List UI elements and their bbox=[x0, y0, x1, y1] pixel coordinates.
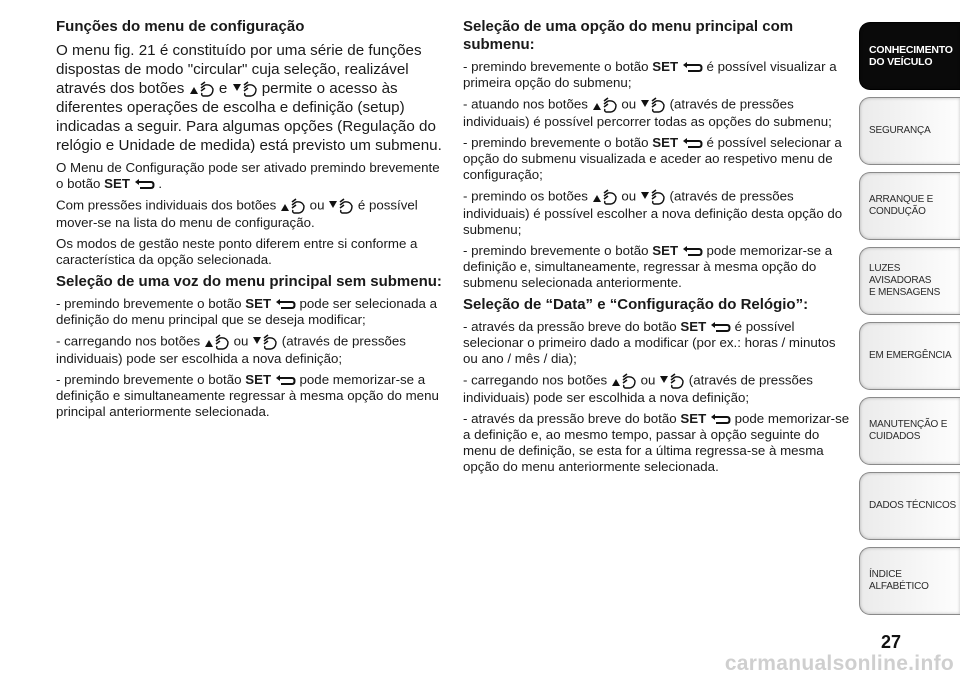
tab-arranque-e-conducao[interactable]: ARRANQUE E CONDUÇÃO bbox=[859, 172, 960, 240]
modes-paragraph: Os modos de gestão neste ponto diferem entre si conforme a característica da opção selecionada. bbox=[56, 236, 418, 267]
tab-indice-alfabetico[interactable]: ÍNDICE ALFABÉTICO bbox=[859, 547, 960, 615]
down-button-icon bbox=[328, 197, 354, 215]
left-column bbox=[56, 18, 442, 425]
down-button-icon bbox=[640, 188, 666, 206]
set-label: SET bbox=[104, 176, 130, 191]
down-button-icon bbox=[640, 96, 666, 114]
up-button-icon bbox=[189, 80, 215, 98]
watermark: carmanualsonline.info bbox=[724, 652, 954, 675]
step-paragraph: - premindo brevemente o botão SET pode ser selecionada a definição do menu principal que se deseja modificar; bbox=[56, 296, 438, 327]
down-button-icon bbox=[252, 333, 278, 351]
set-arrow-icon bbox=[134, 178, 155, 190]
set-label: SET bbox=[652, 135, 679, 150]
tab-manutencao-e-cuidados[interactable]: MANUTENÇÃO E CUIDADOS bbox=[859, 397, 960, 465]
set-arrow-icon bbox=[682, 61, 703, 73]
set-arrow-icon bbox=[275, 374, 296, 386]
step-paragraph: - atuando nos botões ou (através de pressões individuais) é possível percorrer todas as opções do submenu; bbox=[463, 96, 832, 129]
right-column bbox=[463, 18, 851, 480]
navigation-paragraph: Com pressões individuais dos botões ou é possível mover-se na lista do menu de configuração. bbox=[56, 197, 418, 230]
tab-seguranca[interactable]: SEGURANÇA bbox=[859, 97, 960, 165]
set-arrow-icon bbox=[275, 298, 296, 310]
set-label: SET bbox=[680, 319, 707, 334]
step-paragraph: - através da pressão breve do botão SET é possível selecionar o primeiro dado a modificar (por ex.: horas / minutos ou ano / mês / dia); bbox=[463, 319, 836, 366]
set-label: SET bbox=[652, 243, 679, 258]
step-paragraph: - premindo brevemente o botão SET pode memorizar-se a definição e, simultaneamente, regressar à mesma opção do submenu selecionada anteriormente. bbox=[463, 243, 833, 290]
set-arrow-icon bbox=[682, 245, 703, 257]
section-heading: Seleção de uma opção do menu principal com submenu: bbox=[463, 18, 794, 53]
step-paragraph: - premindo brevemente o botão SET pode memorizar-se a definição e simultaneamente regressar à mesma opção do menu principal anteriormente selecionada. bbox=[56, 372, 439, 419]
up-button-icon bbox=[280, 197, 306, 215]
up-button-icon bbox=[611, 372, 637, 390]
set-label: SET bbox=[245, 296, 272, 311]
set-arrow-icon bbox=[710, 321, 731, 333]
activation-paragraph: O Menu de Configuração pode ser ativado premindo brevemente o botão SET . bbox=[56, 160, 440, 191]
up-button-icon bbox=[204, 333, 230, 351]
intro-paragraph: O menu fig. 21 é constituído por uma série de funções dispostas de modo "circular" cuja seleção, realizável através dos botões e permite o acesso às diferentes operações de escolha e definição (setup) indicadas a seguir. Para algumas opções (Regulação do relógio e Unidade de medida) está previsto um submenu. bbox=[56, 42, 442, 154]
step-paragraph: - premindo os botões ou (através de pressões individuais) é possível escolher a nova definição desta opção do submenu; bbox=[463, 188, 843, 237]
section-heading: Funções do menu de configuração bbox=[56, 18, 305, 35]
up-button-icon bbox=[592, 188, 618, 206]
tab-luzes-avisadoras[interactable]: LUZES AVISADORAS E MENSAGENS bbox=[859, 247, 960, 315]
subsection-heading: Seleção de “Data” e “Configuração do Relógio”: bbox=[463, 296, 809, 313]
subsection-heading: Seleção de uma voz do menu principal sem submenu: bbox=[56, 273, 442, 290]
set-label: SET bbox=[680, 411, 707, 426]
set-arrow-icon bbox=[710, 413, 731, 425]
step-paragraph: - carregando nos botões ou (através de pressões individuais) pode ser escolhida a nova definição; bbox=[463, 372, 813, 405]
step-paragraph: - premindo brevemente o botão SET é possível selecionar a opção do submenu visualizada e aceder ao respetivo menu de configuração; bbox=[463, 135, 842, 182]
set-arrow-icon bbox=[682, 137, 703, 149]
up-button-icon bbox=[592, 96, 618, 114]
down-button-icon bbox=[232, 80, 258, 98]
tab-conhecimento-do-veiculo[interactable]: CONHECIMENTO DO VEÍCULO bbox=[859, 22, 960, 90]
step-paragraph: - premindo brevemente o botão SET é possível visualizar a primeira opção do submenu; bbox=[463, 59, 837, 90]
step-paragraph: - carregando nos botões ou (através de pressões individuais) pode ser escolhida a nova definição; bbox=[56, 333, 406, 366]
set-label: SET bbox=[245, 372, 272, 387]
down-button-icon bbox=[659, 372, 685, 390]
step-paragraph: - através da pressão breve do botão SET pode memorizar-se a definição e, ao mesmo tempo, passar à opção seguinte do menu de definição, se esta for a última regressa-se à mesma opção do menu anteriormente selecionada. bbox=[463, 411, 850, 474]
page-number: 27 bbox=[880, 632, 902, 652]
tab-em-emergencia[interactable]: EM EMERGÊNCIA bbox=[859, 322, 960, 390]
tab-dados-tecnicos[interactable]: DADOS TÉCNICOS bbox=[859, 472, 960, 540]
set-label: SET bbox=[652, 59, 679, 74]
chapter-tabs bbox=[859, 22, 960, 622]
